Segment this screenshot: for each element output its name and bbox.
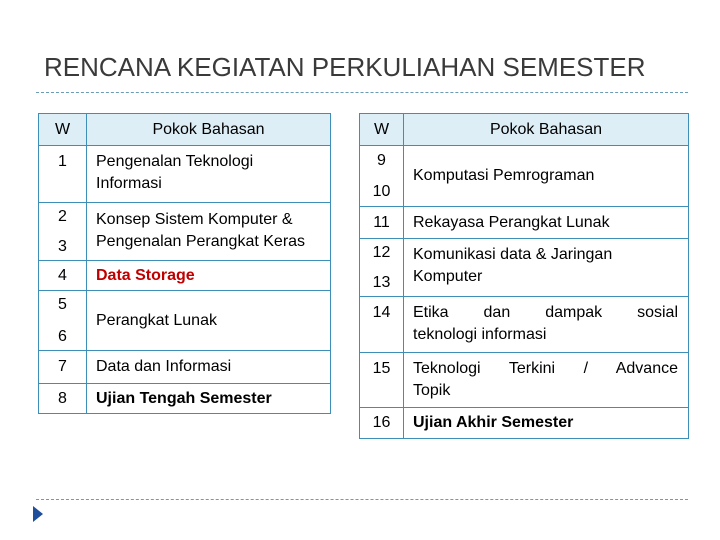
- table-header-row: [39, 114, 331, 146]
- week-header: W: [39, 114, 87, 146]
- week-cell: 14: [360, 297, 404, 353]
- topic-header: Pokok Bahasan: [87, 114, 331, 146]
- topic-line: Etika dan dampak sosial: [413, 304, 678, 321]
- week-cell: 8: [39, 384, 87, 414]
- topic-line: Pengenalan Teknologi: [96, 153, 254, 170]
- table-header-row: [360, 114, 689, 146]
- topic-line: Topik: [413, 382, 451, 399]
- topic-line: Komunikasi data & Jaringan: [413, 246, 613, 263]
- week-cell: 11: [360, 207, 404, 239]
- table-row: [360, 408, 689, 439]
- table-row: [360, 297, 689, 353]
- week-header: W: [360, 114, 404, 146]
- top-divider: [36, 92, 688, 93]
- topic-line: Pengenalan Perangkat Keras: [96, 233, 306, 250]
- topic-cell: [87, 203, 331, 261]
- table-row: [39, 203, 331, 261]
- topic-line: Konsep Sistem Komputer &: [96, 211, 293, 228]
- topic-cell: [404, 239, 689, 297]
- topic-cell: [404, 297, 689, 353]
- week-cell: 15: [360, 353, 404, 408]
- topic-cell: [404, 353, 689, 408]
- topic-line: Informasi: [96, 175, 162, 192]
- week-cell: 4: [39, 261, 87, 291]
- schedule-table-right: [359, 113, 689, 439]
- topic-cell: Data Storage: [87, 261, 331, 291]
- topic-header: Pokok Bahasan: [404, 114, 689, 146]
- schedule-table-left: [38, 113, 331, 414]
- week-cell: 1: [39, 146, 87, 203]
- topic-cell: Ujian Akhir Semester: [404, 408, 689, 439]
- table-row: [39, 351, 331, 384]
- topic-cell: Perangkat Lunak: [87, 291, 331, 351]
- week-cell: 9 10: [360, 146, 404, 207]
- topic-line: Teknologi Terkini / Advance: [413, 360, 678, 377]
- table-row: [360, 146, 689, 207]
- bottom-divider: [36, 499, 688, 500]
- topic-cell: Data dan Informasi: [87, 351, 331, 384]
- week-cell: 12 13: [360, 239, 404, 297]
- topic-cell: Ujian Tengah Semester: [87, 384, 331, 414]
- table-row: [360, 207, 689, 239]
- topic-cell: Komputasi Pemrograman: [404, 146, 689, 207]
- play-arrow-icon: [33, 506, 43, 522]
- week-cell: 2 3: [39, 203, 87, 261]
- page-title: RENCANA KEGIATAN PERKULIAHAN SEMESTER: [44, 52, 646, 82]
- week-cell: 16: [360, 408, 404, 439]
- week-cell: 5 6: [39, 291, 87, 351]
- topic-cell: Rekayasa Perangkat Lunak: [404, 207, 689, 239]
- table-row: [39, 261, 331, 291]
- table-row: [39, 384, 331, 414]
- table-row: [39, 146, 331, 203]
- topic-line: Komputer: [413, 268, 483, 285]
- topic-cell: [87, 146, 331, 203]
- topic-line: teknologi informasi: [413, 326, 547, 343]
- table-row: [39, 291, 331, 351]
- table-row: [360, 239, 689, 297]
- table-row: [360, 353, 689, 408]
- week-cell: 7: [39, 351, 87, 384]
